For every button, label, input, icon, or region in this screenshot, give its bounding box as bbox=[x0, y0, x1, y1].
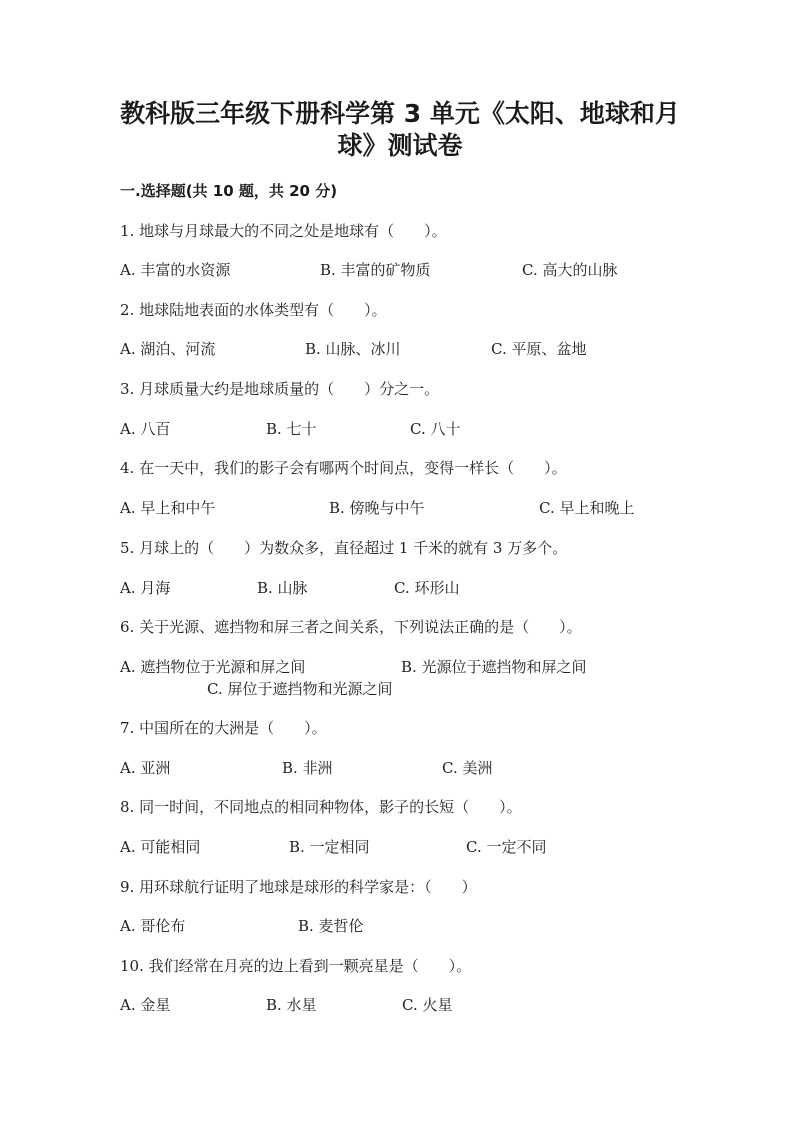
question-5-option-c[interactable]: C. 环形山 bbox=[394, 579, 460, 597]
question-6-option-a[interactable]: A. 遮挡物位于光源和屏之间 bbox=[120, 658, 306, 676]
question-4-option-b[interactable]: B. 傍晚与中午 bbox=[329, 499, 425, 517]
question-9-option-b[interactable]: B. 麦哲伦 bbox=[298, 917, 364, 935]
question-7-option-b[interactable]: B. 非洲 bbox=[282, 759, 333, 777]
question-3-stem: 3. 月球质量大约是地球质量的（ ）分之一。 bbox=[120, 380, 440, 398]
question-9-option-a[interactable]: A. 哥伦布 bbox=[120, 917, 186, 935]
question-5-option-a[interactable]: A. 月海 bbox=[120, 579, 171, 597]
question-3-option-c[interactable]: C. 八十 bbox=[410, 420, 461, 438]
question-2-option-c[interactable]: C. 平原、盆地 bbox=[491, 340, 587, 358]
section-heading: 一.选择题(共 10 题，共 20 分) bbox=[120, 182, 338, 200]
question-6-option-b[interactable]: B. 光源位于遮挡物和屏之间 bbox=[401, 658, 587, 676]
question-2-stem: 2. 地球陆地表面的水体类型有（ ）。 bbox=[120, 301, 387, 319]
question-1-option-b[interactable]: B. 丰富的矿物质 bbox=[320, 261, 431, 279]
question-6-option-c[interactable]: C. 屏位于遮挡物和光源之间 bbox=[207, 680, 393, 698]
document-title-line-2: 球》测试卷 bbox=[337, 131, 463, 160]
question-7-stem: 7. 中国所在的大洲是（ ）。 bbox=[120, 719, 327, 737]
question-8-option-a[interactable]: A. 可能相同 bbox=[120, 838, 201, 856]
question-1-stem: 1. 地球与月球最大的不同之处是地球有（ ）。 bbox=[120, 222, 447, 240]
document-title-line-1: 教科版三年级下册科学第 3 单元《太阳、地球和月 bbox=[120, 99, 680, 128]
question-9-stem: 9. 用环球航行证明了地球是球形的科学家是：（ ） bbox=[120, 878, 477, 896]
question-4-stem: 4. 在一天中，我们的影子会有哪两个时间点，变得一样长（ ）。 bbox=[120, 459, 567, 477]
question-2-option-b[interactable]: B. 山脉、冰川 bbox=[305, 340, 401, 358]
question-8-stem: 8. 同一时间，不同地点的相同种物体，影子的长短（ ）。 bbox=[120, 798, 522, 816]
question-5-stem: 5. 月球上的（ ）为数众多，直径超过 1 千米的就有 3 万多个。 bbox=[120, 539, 568, 557]
question-4-option-a[interactable]: A. 早上和中午 bbox=[120, 499, 216, 517]
question-5-option-b[interactable]: B. 山脉 bbox=[257, 579, 308, 597]
question-7-option-c[interactable]: C. 美洲 bbox=[442, 759, 493, 777]
question-6-stem: 6. 关于光源、遮挡物和屏三者之间关系，下列说法正确的是（ ）。 bbox=[120, 618, 582, 636]
question-10-stem: 10. 我们经常在月亮的边上看到一颗亮星是（ ）。 bbox=[120, 957, 472, 975]
question-3-option-b[interactable]: B. 七十 bbox=[266, 420, 317, 438]
question-1-option-a[interactable]: A. 丰富的水资源 bbox=[120, 261, 231, 279]
question-10-option-a[interactable]: A. 金星 bbox=[120, 996, 171, 1014]
question-8-option-b[interactable]: B. 一定相同 bbox=[289, 838, 370, 856]
question-3-option-a[interactable]: A. 八百 bbox=[120, 420, 171, 438]
question-10-option-c[interactable]: C. 火星 bbox=[402, 996, 453, 1014]
question-10-option-b[interactable]: B. 水星 bbox=[266, 996, 317, 1014]
question-4-option-c[interactable]: C. 早上和晚上 bbox=[539, 499, 635, 517]
question-2-option-a[interactable]: A. 湖泊、河流 bbox=[120, 340, 216, 358]
question-1-option-c[interactable]: C. 高大的山脉 bbox=[522, 261, 618, 279]
question-7-option-a[interactable]: A. 亚洲 bbox=[120, 759, 171, 777]
question-8-option-c[interactable]: C. 一定不同 bbox=[466, 838, 547, 856]
